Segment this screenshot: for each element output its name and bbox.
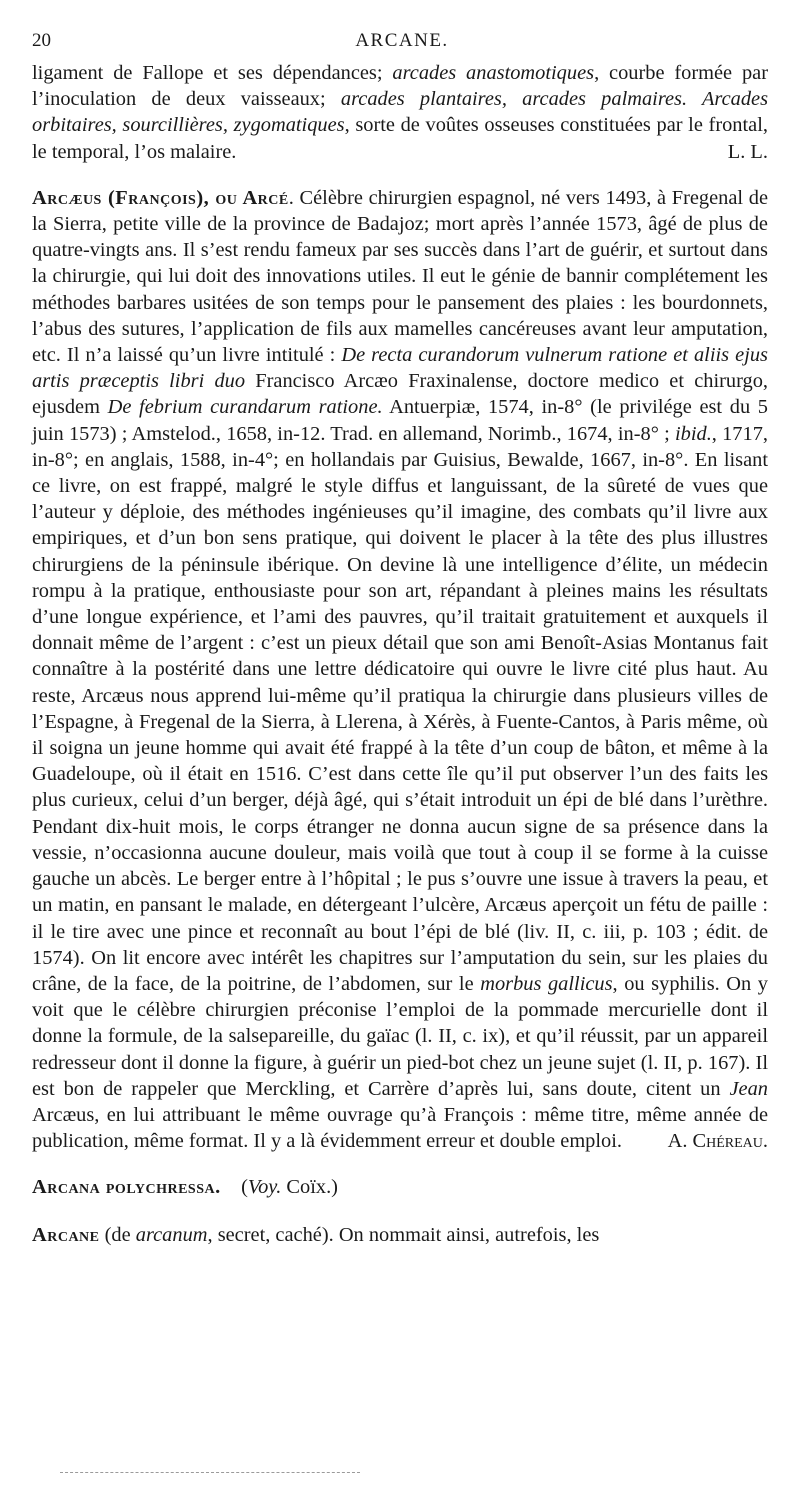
author-signature	[668, 1128, 768, 1154]
text-run: , 1717, in-8°; en anglais, 1588, in-4°; en hollandais par Guisius, Bewalde, 1667, in-8°. En lisant ce livre, on est frappé, malgré le style diffus et languissant, de la sûreté de vues que l’auteur y déploie, des méthodes ingénieuses qu’il imagine, des combats qu’il livre aux empiriques, et d’un bon sens pratique, qui doivent le placer à la tête des plus illustres chirurgiens de la péninsule ibérique. On devine là une intelligence d’élite, un médecin rompu à la pratique, enthousiaste pour son art, répandant à pleines mains les résultats d’une longue expérience, et l’ami des pauvres, qu’il traitait gratuitement et auxquels il donnait même de l’argent : c’est un pieux détail que son ami Benoît-Asias Montanus fait connaître à la postérité dans une lettre dédicatoire qui ouvre le livre cité plus haut. Au reste, Arcæus nous apprend lui-même qu’il pratiqua la chirurgie dans plusieurs villes de l’Espagne, à Fregenal de la Sierra, à Llerena, à Xérès, à Fuente-Cantos, à Paris même, où il soigna un jeune homme qui avait été frappé à la tête d’un coup de bâton, et même à la Guadeloupe, où il était en 1516. C’est dans cette île qu’il put observer l’un des faits les plus curieux, celui d’un berger, déjà âgé, qui s’était introduit un épi de blé dans l’urèthre. Pendant dix-huit mois, le corps étranger ne donna aucun signe de sa présence dans la vessie, n’occasionna aucune douleur, mais voilà que tout à coup il se forme à la cuisse gauche un abcès. Le berger entre à l’hôpital ; le pus s’ouvre une issue à travers la peau, et un matin, en pansant le malade, en détergeant l’ulcère, Arcæus aperçoit un fétu de paille : il le tire avec une pince et reconnaît au bout l’épi de blé (liv. II, c. iii, p. 103 ; édit. de 1574). On lit encore avec intérêt les chapitres sur l’amputation du sein, sur les plaies du crâne, de la face, de la poitrine, de l’abdomen, sur le	[32, 422, 768, 995]
italic-term: ibid.	[674, 422, 712, 445]
author-signature: L. L.	[727, 140, 768, 163]
text-run: Francisco Arcæo Fraxinalense, doctore medico et chirurgo, ejusdem	[32, 370, 768, 419]
page-text	[32, 60, 768, 1268]
text-run: , ou syphilis. On y voit que le célèbre chirurgien préconise l’emploi de la pommade mercurielle dont il donne la formule, de la salsepareille, du gaïac (l. II, c. ix), et qu’il réussit, par un appareil redresseur dont il donne la figure, à guérir un pied-bot chez un jeune sujet (l. II, p. 167). Il est bon de rappeler que Merckling, et Carrère d’après lui, sans doute, citent un	[32, 972, 768, 1100]
text-run: , secret, caché). On nommait ainsi, autrefois, les	[207, 1223, 600, 1246]
entry-headword: Arcæus	[32, 186, 102, 209]
text-run: ligament de Fallope et ses dépendances;	[32, 62, 393, 84]
footer-rule	[60, 1472, 360, 1473]
text-run: (de	[99, 1223, 136, 1246]
text-run: Arcæus, en lui attribuant le même ouvrage qu’à François : même titre, même année de publication, même format. Il y a là évidemment erreur et double emploi.	[32, 1103, 768, 1153]
italic-term: arcades plantaires, arcades palmaires. Arcades orbitaires, sourcillières, zygomatiques	[32, 88, 768, 137]
page-number: 20	[32, 30, 51, 51]
alternate-headword: Arcé	[242, 186, 289, 209]
text-run: Antuerpiæ, 1574, in-8° (le privilége est du 5 juin 1573) ; Amstelod., 1658, in-12. Trad. en allemand, Norimb., 1674, in-8° ;	[32, 396, 768, 445]
signature-name: Chéreau.	[692, 1130, 768, 1153]
entry-headword: Arcane	[32, 1223, 100, 1246]
book-title: De febrium curandarum ratione.	[107, 396, 383, 419]
etymology-word: arcanum	[135, 1223, 208, 1246]
text-run: , courbe formée par l’inoculation de deux vaisseaux;	[32, 62, 768, 111]
entry-continuation	[32, 60, 768, 165]
entry-headword: Arcana polychressa.	[32, 1176, 221, 1199]
italic-term: morbus gallicus	[480, 972, 613, 995]
entry-arcane	[32, 1222, 768, 1248]
italic-term: arcades anastomotiques	[392, 62, 595, 84]
headword-tail: (François), ou	[101, 186, 243, 209]
running-head	[32, 30, 772, 54]
paren: (	[241, 1176, 248, 1199]
running-title: ARCANE.	[355, 30, 449, 51]
text-run: , sorte de voûtes osseuses constituées par le frontal, le temporal, l’os malaire.	[32, 114, 768, 163]
cross-reference: Coïx.)	[281, 1176, 338, 1199]
signature-initial: A.	[667, 1130, 693, 1153]
book-title: De recta curandorum vulnerum ratione et aliis ejus artis præceptis libri duo	[32, 344, 768, 393]
entry-arcana-polychressa	[32, 1174, 768, 1200]
entry-arcaeus	[32, 185, 768, 1155]
text-run: . Célèbre chirurgien espagnol, né vers 1493, à Fregenal de la Sierra, petite ville de la province de Badajoz; mort après l’année 1573, âgé de plus de quatre-vingts ans. Il s’est rendu fameux par ses succès dans l’art de guérir, et surtout dans la chirurgie, qui lui doit des innovations utiles. Il eut le génie de bannir complétement les méthodes barbares usitées de son temps pour le pansement des plaies : les bourdonnets, l’abus des sutures, l’application de fils aux mamelles cancéreuses avant leur amputation, etc. Il n’a laissé qu’un livre intitulé :	[32, 186, 768, 367]
italic-term: Jean	[729, 1077, 768, 1100]
cross-reference-label: Voy.	[247, 1176, 282, 1199]
